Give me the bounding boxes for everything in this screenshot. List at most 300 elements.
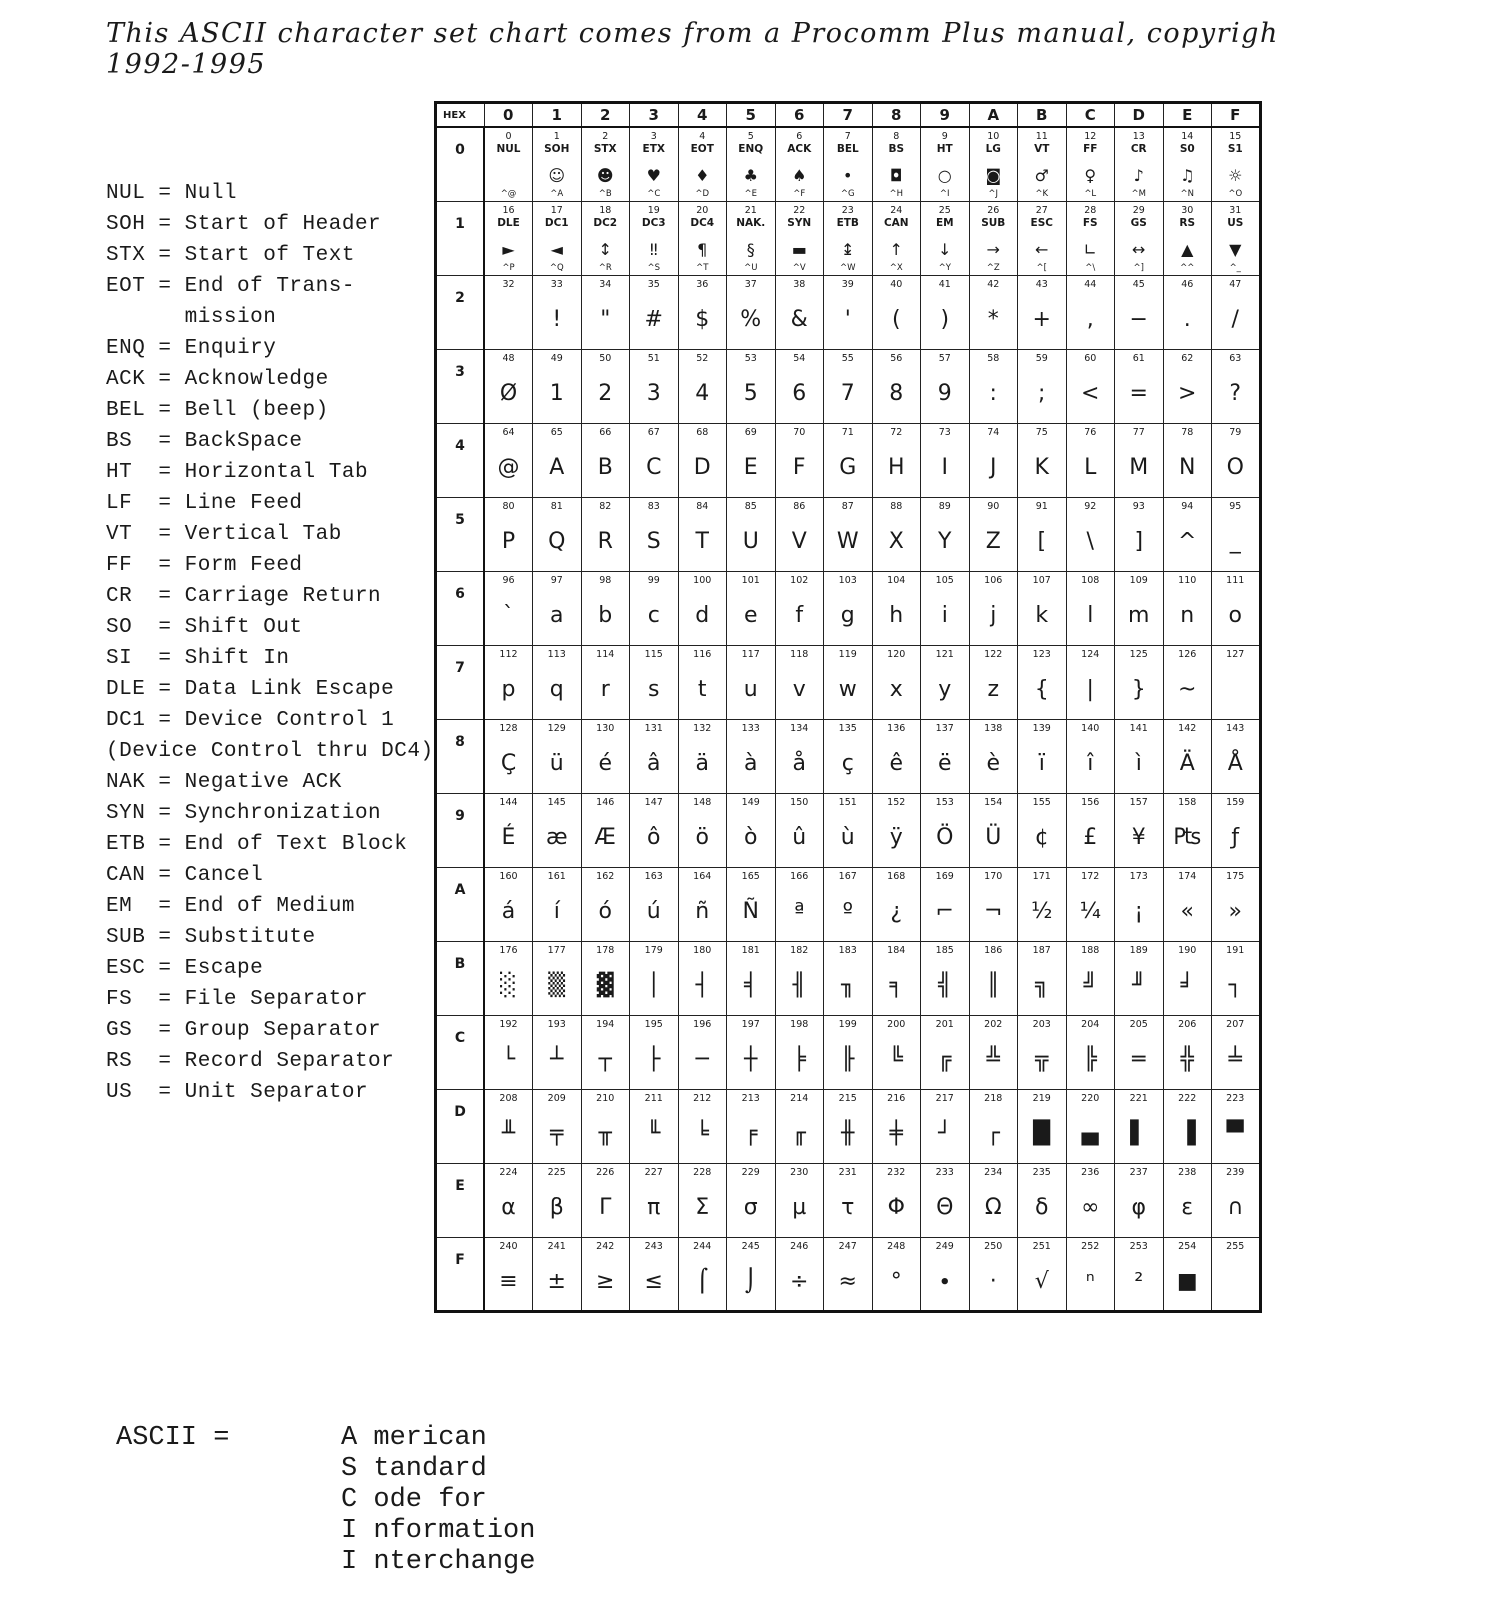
char-cell bbox=[872, 1237, 921, 1311]
decimal-code: 200 bbox=[887, 1018, 906, 1030]
decimal-code: 94 bbox=[1181, 500, 1194, 512]
ctrl-key-combo: ^V bbox=[792, 262, 806, 273]
char-cell bbox=[1163, 275, 1212, 349]
char-glyph: » bbox=[1228, 898, 1242, 924]
decimal-code: 129 bbox=[547, 722, 566, 734]
char-glyph: > bbox=[1178, 380, 1197, 406]
char-cell bbox=[630, 127, 679, 201]
char-cell bbox=[581, 645, 630, 719]
decimal-code: 221 bbox=[1129, 1092, 1148, 1104]
control-abbrev: S0 bbox=[1179, 143, 1195, 155]
decimal-code: 215 bbox=[838, 1092, 857, 1104]
char-glyph: B bbox=[597, 454, 613, 480]
char-glyph: 6 bbox=[792, 380, 807, 406]
char-cell bbox=[678, 275, 727, 349]
char-glyph: ⁿ bbox=[1085, 1268, 1095, 1294]
decimal-code: 11 bbox=[1035, 131, 1048, 142]
ascii-word: I nformation bbox=[341, 1516, 536, 1546]
decimal-code: 0 bbox=[505, 131, 512, 142]
char-glyph: ▓ bbox=[596, 972, 614, 998]
decimal-code: 177 bbox=[547, 944, 566, 956]
decimal-code: 199 bbox=[838, 1018, 857, 1030]
char-cell bbox=[630, 1237, 679, 1311]
char-cell bbox=[484, 349, 533, 423]
char-glyph: ¢ bbox=[1034, 824, 1049, 850]
control-abbrev: VT bbox=[1034, 143, 1050, 155]
column-hex-header: 2 bbox=[581, 103, 630, 128]
column-hex-header: F bbox=[1212, 103, 1261, 128]
ctrl-key-combo: ^_ bbox=[1229, 262, 1241, 273]
control-abbrev: DLE bbox=[497, 216, 520, 229]
char-glyph: ┴ bbox=[550, 1046, 564, 1072]
decimal-code: 35 bbox=[647, 278, 660, 290]
char-cell bbox=[1115, 867, 1164, 941]
char-glyph: T bbox=[695, 528, 709, 554]
ascii-word: C ode for bbox=[341, 1485, 487, 1515]
char-glyph: β bbox=[549, 1194, 564, 1220]
ascii-expansion bbox=[341, 1423, 601, 1578]
decimal-code: 80 bbox=[502, 500, 515, 512]
char-glyph: ¡ bbox=[1134, 898, 1144, 924]
decimal-code: 66 bbox=[599, 426, 612, 438]
decimal-code: 60 bbox=[1084, 352, 1097, 364]
decimal-code: 30 bbox=[1181, 204, 1194, 216]
decimal-code: 54 bbox=[793, 352, 806, 364]
decimal-code: 73 bbox=[938, 426, 951, 438]
decimal-code: 156 bbox=[1081, 796, 1100, 808]
char-cell bbox=[872, 1163, 921, 1237]
char-glyph: m bbox=[1128, 602, 1150, 628]
char-glyph: K bbox=[1034, 454, 1049, 480]
char-cell bbox=[872, 275, 921, 349]
decimal-code: 195 bbox=[644, 1018, 663, 1030]
char-glyph: ♀ bbox=[1084, 166, 1097, 185]
decimal-code: 238 bbox=[1178, 1166, 1197, 1178]
char-cell bbox=[872, 867, 921, 941]
char-glyph: ~ bbox=[1178, 676, 1197, 702]
char-glyph: Y bbox=[938, 528, 952, 554]
legend-line: NAK = Negative ACK bbox=[106, 771, 342, 794]
char-glyph: g bbox=[840, 602, 855, 628]
row-hex-header bbox=[436, 941, 485, 1015]
decimal-code: 178 bbox=[596, 944, 615, 956]
char-glyph: k bbox=[1035, 602, 1049, 628]
char-glyph: Ä bbox=[1179, 750, 1195, 776]
chart-row bbox=[436, 201, 1261, 275]
char-glyph: ± bbox=[547, 1268, 566, 1294]
char-cell bbox=[1115, 127, 1164, 201]
char-glyph: ▲ bbox=[1181, 239, 1194, 259]
column-hex-header: 0 bbox=[484, 103, 533, 128]
decimal-code: 162 bbox=[596, 870, 615, 882]
char-glyph: h bbox=[889, 602, 904, 628]
abbreviation-legend bbox=[106, 178, 434, 1108]
char-glyph: ╥ bbox=[598, 1120, 612, 1146]
ctrl-key-combo: ^I bbox=[939, 188, 950, 199]
decimal-code: 252 bbox=[1081, 1240, 1100, 1252]
char-cell bbox=[533, 941, 582, 1015]
row-hex-label: B bbox=[454, 955, 466, 972]
decimal-code: 63 bbox=[1229, 352, 1242, 364]
row-hex-label: D bbox=[454, 1103, 466, 1120]
char-glyph: ↔ bbox=[1132, 239, 1146, 259]
char-glyph: ▄ bbox=[1081, 1120, 1099, 1146]
char-glyph: á bbox=[501, 898, 516, 924]
char-cell bbox=[1212, 201, 1261, 275]
decimal-code: 42 bbox=[987, 278, 1000, 290]
char-glyph: • bbox=[843, 166, 853, 185]
char-glyph: ▼ bbox=[1229, 239, 1242, 259]
char-glyph: F bbox=[792, 454, 806, 480]
decimal-code: 56 bbox=[890, 352, 903, 364]
char-glyph: · bbox=[989, 1268, 997, 1294]
chart-row bbox=[436, 867, 1261, 941]
ctrl-key-combo: ^^ bbox=[1180, 262, 1195, 273]
row-hex-header bbox=[436, 201, 485, 275]
decimal-code: 204 bbox=[1081, 1018, 1100, 1030]
char-cell bbox=[969, 1015, 1018, 1089]
ascii-word: A merican bbox=[341, 1423, 487, 1453]
decimal-code: 26 bbox=[987, 204, 1000, 216]
char-cell bbox=[1163, 1163, 1212, 1237]
control-abbrev: ETX bbox=[642, 143, 665, 155]
decimal-code: 82 bbox=[599, 500, 612, 512]
ctrl-key-combo: ^H bbox=[889, 188, 903, 199]
char-cell bbox=[1115, 497, 1164, 571]
char-cell bbox=[824, 275, 873, 349]
char-cell bbox=[581, 275, 630, 349]
char-glyph: ╪ bbox=[889, 1120, 903, 1146]
decimal-code: 247 bbox=[838, 1240, 857, 1252]
ctrl-key-combo: ^Z bbox=[986, 262, 1000, 273]
decimal-code: 179 bbox=[644, 944, 663, 956]
char-glyph: j bbox=[990, 602, 997, 628]
char-glyph: o bbox=[1228, 602, 1242, 628]
char-cell bbox=[581, 1015, 630, 1089]
decimal-code: 50 bbox=[599, 352, 612, 364]
decimal-code: 86 bbox=[793, 500, 806, 512]
char-cell bbox=[1066, 1237, 1115, 1311]
char-cell bbox=[581, 1163, 630, 1237]
legend-line: SUB = Substitute bbox=[106, 926, 316, 949]
legend-line: mission bbox=[106, 306, 277, 329]
decimal-code: 210 bbox=[596, 1092, 615, 1104]
char-glyph: ○ bbox=[937, 166, 952, 185]
char-glyph: ç bbox=[841, 750, 854, 776]
char-cell bbox=[1163, 719, 1212, 793]
char-cell bbox=[824, 1237, 873, 1311]
column-hex-header: 1 bbox=[533, 103, 582, 128]
legend-line: SO = Shift Out bbox=[106, 616, 303, 639]
decimal-code: 57 bbox=[938, 352, 951, 364]
chart-row bbox=[436, 1015, 1261, 1089]
char-glyph: ▬ bbox=[791, 239, 807, 259]
decimal-code: 2 bbox=[602, 131, 609, 142]
char-glyph: " bbox=[600, 306, 611, 332]
decimal-code: 103 bbox=[838, 574, 857, 586]
control-abbrev: S1 bbox=[1227, 143, 1243, 155]
chart-row bbox=[436, 793, 1261, 867]
decimal-code: 180 bbox=[693, 944, 712, 956]
decimal-code: 165 bbox=[741, 870, 760, 882]
char-cell bbox=[969, 867, 1018, 941]
char-glyph: ╬ bbox=[1180, 1046, 1194, 1072]
char-glyph: § bbox=[746, 239, 755, 259]
char-cell bbox=[678, 1163, 727, 1237]
ascii-word: I nterchange bbox=[341, 1547, 536, 1577]
char-glyph: → bbox=[986, 239, 1000, 259]
char-cell bbox=[533, 1163, 582, 1237]
decimal-code: 241 bbox=[547, 1240, 566, 1252]
decimal-code: 172 bbox=[1081, 870, 1100, 882]
char-glyph: ☺ bbox=[548, 166, 566, 185]
char-cell bbox=[969, 793, 1018, 867]
char-cell bbox=[678, 127, 727, 201]
decimal-code: 134 bbox=[790, 722, 809, 734]
column-hex-header: A bbox=[969, 103, 1018, 128]
char-glyph: < bbox=[1081, 380, 1100, 406]
control-abbrev: EM bbox=[935, 216, 954, 229]
char-cell bbox=[1212, 275, 1261, 349]
decimal-code: 225 bbox=[547, 1166, 566, 1178]
decimal-code: 120 bbox=[887, 648, 906, 660]
chart-row bbox=[436, 127, 1261, 201]
char-glyph: ╕ bbox=[889, 972, 903, 998]
char-cell bbox=[775, 793, 824, 867]
decimal-code: 212 bbox=[693, 1092, 712, 1104]
chart-row bbox=[436, 1237, 1261, 1311]
char-glyph: 5 bbox=[743, 380, 758, 406]
legend-line: FS = File Separator bbox=[106, 988, 369, 1011]
char-cell bbox=[678, 201, 727, 275]
char-glyph: E bbox=[743, 454, 758, 480]
char-cell bbox=[872, 719, 921, 793]
char-glyph: ┌ bbox=[986, 1120, 1000, 1146]
decimal-code: 213 bbox=[741, 1092, 760, 1104]
decimal-code: 189 bbox=[1129, 944, 1148, 956]
decimal-code: 105 bbox=[935, 574, 954, 586]
decimal-code: 251 bbox=[1032, 1240, 1051, 1252]
decimal-code: 29 bbox=[1132, 204, 1145, 216]
char-glyph: ? bbox=[1229, 380, 1242, 406]
char-cell bbox=[872, 645, 921, 719]
char-cell bbox=[824, 349, 873, 423]
char-cell bbox=[630, 645, 679, 719]
char-glyph: û bbox=[792, 824, 807, 850]
char-glyph: ╚ bbox=[889, 1046, 903, 1072]
decimal-code: 246 bbox=[790, 1240, 809, 1252]
char-glyph: ♦ bbox=[695, 166, 710, 185]
decimal-code: 76 bbox=[1084, 426, 1097, 438]
char-cell bbox=[484, 1163, 533, 1237]
char-glyph: t bbox=[697, 676, 707, 702]
char-glyph: ⌠ bbox=[696, 1268, 708, 1294]
char-glyph: ó bbox=[598, 898, 612, 924]
decimal-code: 125 bbox=[1129, 648, 1148, 660]
char-glyph: _ bbox=[1229, 528, 1241, 554]
decimal-code: 71 bbox=[841, 426, 854, 438]
char-glyph: â bbox=[647, 750, 661, 776]
char-glyph: ♠ bbox=[792, 166, 807, 185]
char-cell bbox=[630, 349, 679, 423]
char-glyph: , bbox=[1086, 306, 1094, 332]
char-cell bbox=[727, 275, 776, 349]
char-cell bbox=[872, 571, 921, 645]
char-cell bbox=[630, 1163, 679, 1237]
chart-row bbox=[436, 645, 1261, 719]
char-cell bbox=[921, 1015, 970, 1089]
char-glyph: v bbox=[792, 676, 806, 702]
ctrl-key-combo: ^P bbox=[502, 262, 515, 273]
char-cell bbox=[630, 867, 679, 941]
char-glyph: ┤ bbox=[695, 972, 709, 998]
char-cell bbox=[921, 127, 970, 201]
ctrl-key-combo: ^D bbox=[695, 188, 710, 199]
decimal-code: 211 bbox=[644, 1092, 663, 1104]
char-cell bbox=[1163, 349, 1212, 423]
decimal-code: 90 bbox=[987, 500, 1000, 512]
char-glyph: σ bbox=[743, 1194, 758, 1220]
ctrl-key-combo: ^F bbox=[793, 188, 806, 199]
char-cell bbox=[484, 1015, 533, 1089]
decimal-code: 175 bbox=[1226, 870, 1245, 882]
char-cell bbox=[1018, 127, 1067, 201]
hex-corner-label: HEX bbox=[436, 103, 485, 128]
char-cell bbox=[1163, 571, 1212, 645]
char-glyph: ╝ bbox=[1083, 972, 1097, 998]
decimal-code: 126 bbox=[1178, 648, 1197, 660]
char-glyph: ε bbox=[1181, 1194, 1194, 1220]
char-glyph: L bbox=[1084, 454, 1097, 480]
decimal-code: 236 bbox=[1081, 1166, 1100, 1178]
char-cell bbox=[969, 423, 1018, 497]
char-glyph: ¥ bbox=[1131, 824, 1146, 850]
char-cell bbox=[1163, 941, 1212, 1015]
row-hex-header bbox=[436, 793, 485, 867]
char-cell bbox=[1163, 1089, 1212, 1163]
char-cell bbox=[824, 127, 873, 201]
char-cell bbox=[1115, 1163, 1164, 1237]
char-glyph: ╜ bbox=[1132, 972, 1146, 998]
char-cell bbox=[969, 571, 1018, 645]
decimal-code: 10 bbox=[987, 131, 1000, 142]
decimal-code: 136 bbox=[887, 722, 906, 734]
char-glyph: δ bbox=[1035, 1194, 1049, 1220]
char-cell bbox=[1115, 941, 1164, 1015]
decimal-code: 216 bbox=[887, 1092, 906, 1104]
char-cell bbox=[1115, 1237, 1164, 1311]
char-glyph: ƒ bbox=[1231, 824, 1240, 850]
row-hex-header bbox=[436, 127, 485, 201]
char-cell bbox=[1066, 793, 1115, 867]
char-cell bbox=[775, 1237, 824, 1311]
decimal-code: 202 bbox=[984, 1018, 1003, 1030]
char-glyph: ╗ bbox=[1035, 972, 1049, 998]
char-cell bbox=[533, 645, 582, 719]
decimal-code: 12 bbox=[1084, 131, 1097, 142]
char-cell bbox=[1115, 423, 1164, 497]
decimal-code: 214 bbox=[790, 1092, 809, 1104]
char-glyph: C bbox=[646, 454, 662, 480]
ascii-word: S tandard bbox=[341, 1454, 487, 1484]
char-glyph: ♫ bbox=[1180, 166, 1195, 185]
row-hex-label: C bbox=[454, 1029, 466, 1046]
decimal-code: 208 bbox=[499, 1092, 518, 1104]
decimal-code: 158 bbox=[1178, 796, 1197, 808]
ctrl-key-combo: ^Q bbox=[549, 262, 564, 273]
ctrl-key-combo: ^N bbox=[1180, 188, 1194, 199]
control-abbrev: SOH bbox=[544, 143, 570, 155]
char-glyph: α bbox=[501, 1194, 516, 1220]
char-cell bbox=[1163, 1237, 1212, 1311]
legend-line: GS = Group Separator bbox=[106, 1019, 382, 1042]
decimal-code: 4 bbox=[699, 131, 706, 142]
char-cell bbox=[921, 1237, 970, 1311]
char-glyph: Ü bbox=[985, 824, 1002, 850]
char-cell bbox=[1066, 719, 1115, 793]
char-glyph: ² bbox=[1134, 1268, 1144, 1294]
decimal-code: 1 bbox=[553, 131, 560, 142]
char-glyph: H bbox=[887, 454, 905, 480]
legend-line: LF = Line Feed bbox=[106, 492, 303, 515]
decimal-code: 39 bbox=[841, 278, 854, 290]
char-cell bbox=[1212, 719, 1261, 793]
char-glyph: : bbox=[989, 380, 997, 406]
char-cell bbox=[1066, 497, 1115, 571]
decimal-code: 141 bbox=[1129, 722, 1148, 734]
decimal-code: 40 bbox=[890, 278, 903, 290]
decimal-code: 85 bbox=[744, 500, 757, 512]
char-cell bbox=[1066, 645, 1115, 719]
char-glyph: s bbox=[648, 676, 660, 702]
char-cell bbox=[969, 1163, 1018, 1237]
decimal-code: 209 bbox=[547, 1092, 566, 1104]
char-cell bbox=[727, 423, 776, 497]
char-cell bbox=[872, 423, 921, 497]
char-glyph: # bbox=[644, 306, 663, 332]
char-cell bbox=[533, 1089, 582, 1163]
decimal-code: 231 bbox=[838, 1166, 857, 1178]
char-cell bbox=[630, 793, 679, 867]
char-cell bbox=[775, 127, 824, 201]
char-cell bbox=[921, 201, 970, 275]
row-hex-header bbox=[436, 867, 485, 941]
column-hex-header: 5 bbox=[727, 103, 776, 128]
decimal-code: 170 bbox=[984, 870, 1003, 882]
char-glyph: ú bbox=[646, 898, 661, 924]
decimal-code: 161 bbox=[547, 870, 566, 882]
char-cell bbox=[1212, 867, 1261, 941]
char-glyph: ¼ bbox=[1079, 898, 1101, 924]
row-hex-label: 3 bbox=[455, 363, 465, 380]
legend-line: BEL = Bell (beep) bbox=[106, 399, 329, 422]
control-abbrev: SYN bbox=[787, 216, 812, 229]
decimal-code: 227 bbox=[644, 1166, 663, 1178]
decimal-code: 201 bbox=[935, 1018, 954, 1030]
decimal-code: 116 bbox=[693, 648, 712, 660]
char-glyph: ª bbox=[794, 898, 805, 924]
decimal-code: 122 bbox=[984, 648, 1003, 660]
decimal-code: 88 bbox=[890, 500, 903, 512]
char-cell bbox=[630, 423, 679, 497]
ctrl-key-combo: ^Y bbox=[938, 262, 951, 273]
legend-line: DC1 = Device Control 1 bbox=[106, 709, 395, 732]
control-abbrev: BS bbox=[888, 143, 905, 155]
legend-line: ETB = End of Text Block bbox=[106, 833, 408, 856]
decimal-code: 38 bbox=[793, 278, 806, 290]
char-cell bbox=[872, 201, 921, 275]
decimal-code: 28 bbox=[1084, 204, 1097, 216]
